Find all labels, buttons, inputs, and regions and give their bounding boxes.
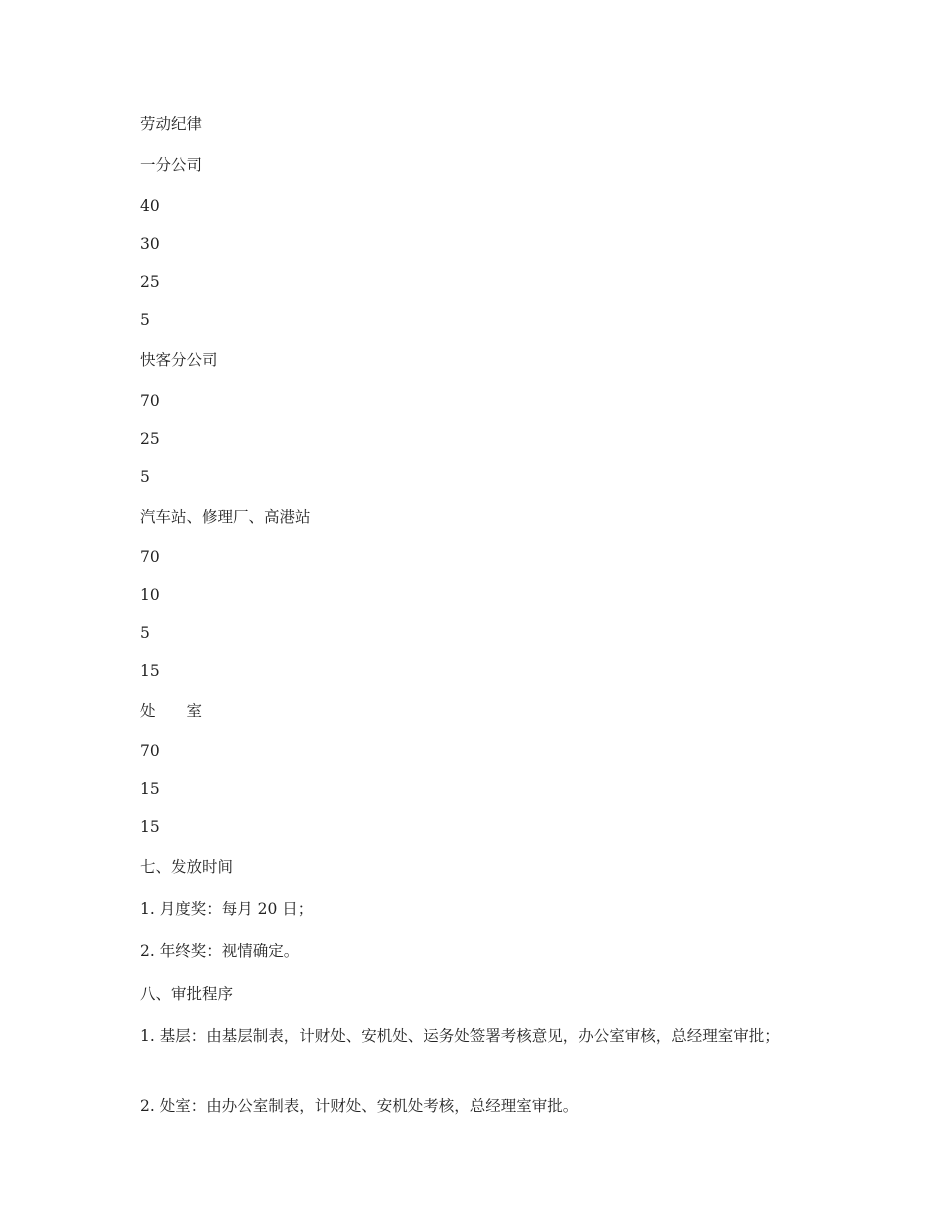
text-paragraph: 1. 基层：由基层制表，计财处、安机处、运务处签署考核意见，办公室审核，总经理室审批； xyxy=(140,1027,780,1045)
text-line: 2. 处室：由办公室制表，计财处、安机处考核，总经理室审批。 xyxy=(140,1097,579,1115)
text-line: 处 室 xyxy=(140,702,203,720)
text-line: 30 xyxy=(140,235,160,253)
text-line: 5 xyxy=(140,468,150,486)
text-line: 5 xyxy=(140,311,150,329)
text-line: 2. 年终奖：视情确定。 xyxy=(140,942,300,960)
text-line: 劳动纪律 xyxy=(140,115,203,133)
document-page xyxy=(140,0,810,1229)
text-line: 70 xyxy=(140,548,160,566)
text-line: 汽车站、修理厂、高港站 xyxy=(140,508,311,526)
text-line: 70 xyxy=(140,392,160,410)
text-line: 10 xyxy=(140,586,160,604)
text-line: 快客分公司 xyxy=(140,351,218,369)
text-line: 15 xyxy=(140,662,160,680)
text-line: 40 xyxy=(140,197,160,215)
section-heading: 八、审批程序 xyxy=(140,985,234,1003)
text-line: 15 xyxy=(140,818,160,836)
text-line: 25 xyxy=(140,273,160,291)
text-line: 25 xyxy=(140,430,160,448)
section-heading: 七、发放时间 xyxy=(140,858,234,876)
text-line: 70 xyxy=(140,742,160,760)
text-line: 5 xyxy=(140,624,150,642)
text-line: 15 xyxy=(140,780,160,798)
text-line: 1. 月度奖：每月 20 日； xyxy=(140,900,314,918)
text-line: 一分公司 xyxy=(140,156,203,174)
